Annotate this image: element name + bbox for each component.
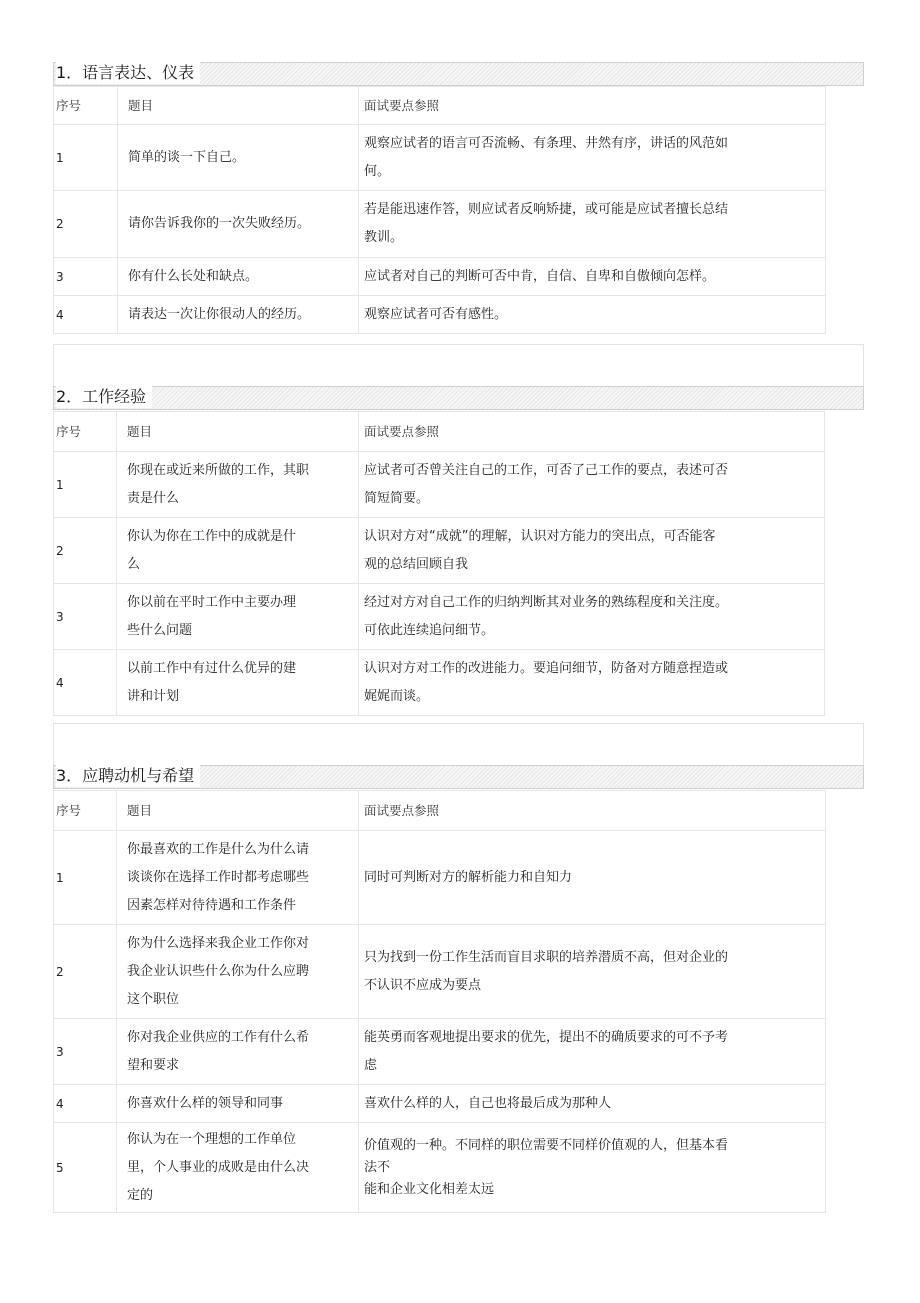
col-keypoints-header: 面试要点参照 <box>359 412 825 452</box>
section-spacer <box>53 723 864 765</box>
col-question-header: 题目 <box>118 87 359 125</box>
table-header-row <box>54 791 826 831</box>
table-row <box>54 831 826 925</box>
table-row <box>54 125 826 191</box>
section-title: 1．语言表达、仪表 <box>56 62 200 84</box>
row-question: 你认为在一个理想的工作单位 里，个人事业的成败是由什么决 定的 <box>127 1131 310 1203</box>
row-key-points: 经过对方对自己工作的归纳判断其对业务的熟练程度和关注度。 可依此连续追问细节。 <box>364 594 729 638</box>
row-question: 请你告诉我你的一次失败经历。 <box>128 216 311 231</box>
table-header-row <box>54 87 826 125</box>
row-number: 1 <box>54 831 117 925</box>
table-row <box>54 258 826 296</box>
row-question: 你为什么选择来我企业工作你对 我企业认识些什么你为什么应聘 这个职位 <box>127 935 310 1007</box>
table-row <box>54 296 826 334</box>
row-question: 简单的谈一下自己。 <box>128 149 246 165</box>
row-question: 请表达一次让你很动人的经历。 <box>128 306 311 322</box>
row-number: 5 <box>54 1123 117 1213</box>
section-2-table <box>53 411 825 716</box>
col-keypoints-header: 面试要点参照 <box>359 791 826 831</box>
section-3-header <box>53 765 864 789</box>
table-row <box>54 518 825 584</box>
row-key-points: 价值观的一种。不同样的职位需要不同样价值观的人，但基本看 法不 能和企业文化相差太远 <box>364 1137 729 1197</box>
section-1-header <box>53 62 864 86</box>
row-key-points: 同时可判断对方的解析能力和自知力 <box>364 869 573 885</box>
table-row <box>54 1085 826 1123</box>
row-number: 2 <box>54 925 117 1019</box>
row-number: 1 <box>54 452 117 518</box>
row-key-points: 认识对方对工作的改进能力。要追问细节，防备对方随意捏造或 娓娓而谈。 <box>364 660 729 704</box>
table-row <box>54 1123 826 1213</box>
col-keypoints-header: 面试要点参照 <box>359 87 826 125</box>
section-1-table <box>53 86 826 334</box>
row-key-points: 只为找到一份工作生活而盲目求职的培养潜质不高，但对企业的 不认识不应成为要点 <box>364 949 729 993</box>
row-question: 你现在或近来所做的工作，其职 责是什么 <box>127 462 310 506</box>
row-question: 你认为你在工作中的成就是什 么 <box>127 528 297 572</box>
row-number: 4 <box>54 650 117 716</box>
row-question: 你有什么长处和缺点。 <box>128 268 259 284</box>
col-no-header: 序号 <box>54 87 118 125</box>
row-number: 4 <box>54 1085 117 1123</box>
row-question: 你以前在平时工作中主要办理 些什么问题 <box>127 594 297 638</box>
section-2-header <box>53 386 864 410</box>
table-row <box>54 650 825 716</box>
row-key-points: 能英勇而客观地提出要求的优先，提出不的确质要求的可不予考 虑 <box>364 1029 729 1073</box>
col-question-header: 题目 <box>117 791 359 831</box>
row-number: 3 <box>54 258 118 296</box>
table-row <box>54 925 826 1019</box>
row-key-points: 观察应试者的语言可否流畅、有条理、井然有序，讲话的风范如 何。 <box>364 135 729 179</box>
row-number: 3 <box>54 1019 117 1085</box>
row-key-points: 观察应试者可否有感性。 <box>364 306 508 322</box>
row-question: 你对我企业供应的工作有什么希 望和要求 <box>127 1029 310 1073</box>
row-number: 1 <box>54 125 118 191</box>
table-row <box>54 452 825 518</box>
table-row <box>54 191 826 258</box>
row-number: 3 <box>54 584 117 650</box>
section-3-table <box>53 790 826 1213</box>
row-question: 你喜欢什么样的领导和同事 <box>127 1095 284 1111</box>
row-key-points: 若是能迅速作答，则应试者反响矫捷，或可能是应试者擅长总结 教训。 <box>364 202 729 245</box>
table-header-row <box>54 412 825 452</box>
table-row <box>54 584 825 650</box>
row-key-points: 认识对方对“成就”的理解，认识对方能力的突出点，可否能客 观的总结回顾自我 <box>364 528 716 572</box>
section-title: 2．工作经验 <box>56 386 152 408</box>
row-key-points: 应试者对自己的判断可否中肯，自信、自卑和自傲倾向怎样。 <box>364 268 716 284</box>
row-number: 2 <box>54 191 118 258</box>
row-key-points: 应试者可否曾关注自己的工作，可否了己工作的要点，表述可否 简短简要。 <box>364 462 729 506</box>
col-no-header: 序号 <box>54 791 117 831</box>
row-question: 以前工作中有过什么优异的建 讲和计划 <box>127 660 297 704</box>
row-key-points: 喜欢什么样的人，自己也将最后成为那种人 <box>364 1095 612 1111</box>
row-question: 你最喜欢的工作是什么为什么请 谈谈你在选择工作时都考虑哪些 因素怎样对待待遇和工作条件 <box>127 841 310 913</box>
col-no-header: 序号 <box>54 412 117 452</box>
row-number: 2 <box>54 518 117 584</box>
table-row <box>54 1019 826 1085</box>
row-number: 4 <box>54 296 118 334</box>
col-question-header: 题目 <box>117 412 359 452</box>
section-spacer <box>53 344 864 386</box>
section-title: 3．应聘动机与希望 <box>56 765 200 787</box>
